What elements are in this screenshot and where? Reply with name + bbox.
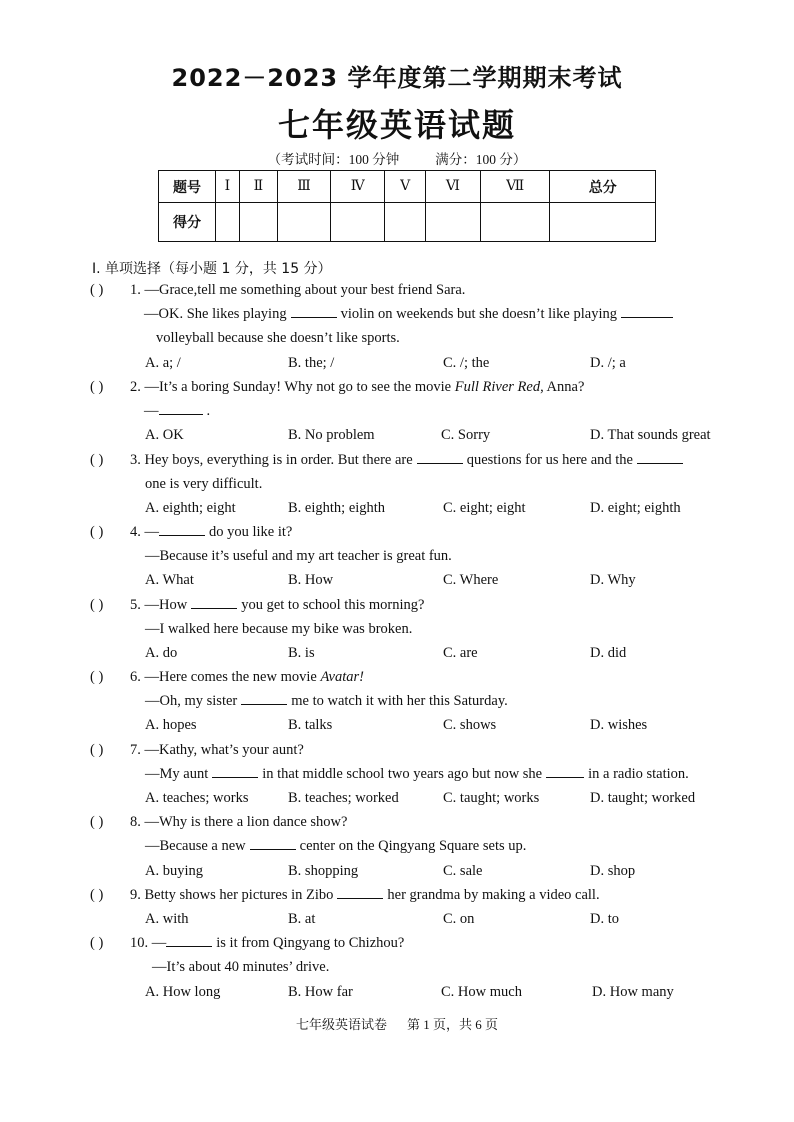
option-d[interactable]: D. Why (590, 572, 636, 588)
score-table-cell: 得分 (159, 203, 216, 242)
option-b[interactable]: B. How (288, 572, 334, 588)
question-text: 4. — (130, 524, 159, 540)
answer-bracket[interactable]: ( ) (90, 742, 104, 758)
question-text: 2. —It’s a boring Sunday! Why not go to see the movie (130, 379, 455, 395)
answer-bracket[interactable]: ( ) (90, 814, 104, 830)
question-line (130, 379, 584, 396)
option-d[interactable]: D. /; a (590, 355, 626, 371)
question-text: do you like it? (209, 524, 293, 540)
option-a[interactable]: A. a; / (145, 355, 181, 371)
answer-bracket[interactable]: ( ) (90, 597, 104, 613)
answer-blank (637, 462, 683, 464)
score-table-header-row (159, 171, 656, 203)
option-c[interactable]: C. shows (443, 717, 497, 733)
answer-bracket[interactable]: ( ) (90, 452, 104, 468)
option-d[interactable]: D. eight; eighth (590, 500, 681, 516)
option-d[interactable]: D. wishes (590, 717, 648, 733)
movie-title: Avatar! (320, 669, 364, 685)
option-c[interactable]: C. on (443, 911, 475, 927)
option-d[interactable]: D. How many (592, 984, 674, 1000)
option-a[interactable]: A. How long (145, 984, 221, 1000)
question-line: —I walked here because my bike was broken. (145, 621, 413, 637)
question-line (130, 935, 404, 952)
score-table (158, 170, 656, 242)
question-line (130, 597, 424, 614)
option-a[interactable]: A. do (145, 645, 178, 661)
option-b[interactable]: B. the; / (288, 355, 335, 371)
question-text: her grandma by making a video call. (387, 887, 600, 903)
option-d[interactable]: D. That sounds great (590, 427, 711, 443)
score-table-cell: Ⅳ (330, 171, 385, 203)
score-table-cell: Ⅰ (216, 171, 240, 203)
score-input-cell[interactable] (278, 203, 331, 242)
option-d[interactable]: D. shop (590, 863, 636, 879)
answer-blank (291, 316, 337, 318)
answer-blank (166, 945, 212, 947)
question-line (130, 452, 687, 469)
question-line: — . (144, 403, 211, 419)
option-a[interactable]: A. OK (145, 427, 184, 443)
question-text: me to watch it with her this Saturday. (291, 693, 508, 709)
question-line: —It’s about 40 minutes’ drive. (152, 959, 330, 975)
option-c[interactable]: C. eight; eight (443, 500, 526, 516)
answer-blank (337, 897, 383, 899)
score-input-cell[interactable] (385, 203, 426, 242)
question-line: 7. —Kathy, what’s your aunt? (130, 742, 304, 758)
option-a[interactable]: A. hopes (145, 717, 197, 733)
answer-bracket[interactable]: ( ) (90, 379, 104, 395)
question-text: 3. Hey boys, everything is in order. But there are (130, 452, 413, 468)
option-a[interactable]: A. buying (145, 863, 203, 879)
exam-full-score: 满分：100 分） (435, 152, 527, 167)
answer-bracket[interactable]: ( ) (90, 935, 104, 951)
question-line (145, 838, 526, 855)
option-a[interactable]: A. What (145, 572, 194, 588)
option-b[interactable]: B. at (288, 911, 316, 927)
question-text: is it from Qingyang to Chizhou? (216, 935, 405, 951)
question-text: questions for us here and the (466, 452, 633, 468)
answer-blank (250, 848, 296, 850)
question-text: violin on weekends but she doesn’t like playing (340, 306, 617, 322)
score-table-score-row (159, 203, 656, 242)
question-line (130, 669, 364, 686)
answer-blank (241, 703, 287, 705)
option-d[interactable]: D. taught; worked (590, 790, 696, 806)
answer-blank (212, 776, 258, 778)
option-c[interactable]: C. sale (443, 863, 483, 879)
question-text: 5. —How (130, 597, 188, 613)
question-line: —Because it’s useful and my art teacher is great fun. (145, 548, 452, 564)
option-b[interactable]: B. teaches; worked (288, 790, 399, 806)
option-b[interactable]: B. is (288, 645, 315, 661)
answer-blank (546, 776, 584, 778)
question-text: 6. —Here comes the new movie (130, 669, 321, 685)
question-line: volleyball because she doesn’t like sports. (156, 330, 400, 346)
question-line (144, 306, 677, 323)
score-table-cell: 题号 (159, 171, 216, 203)
question-text: — (144, 403, 159, 419)
option-b[interactable]: B. No problem (288, 427, 375, 443)
question-text: in a radio station. (588, 766, 689, 782)
option-c[interactable]: C. Where (443, 572, 499, 588)
answer-bracket[interactable]: ( ) (90, 669, 104, 685)
section-heading: Ⅰ. 单项选择（每小题 1 分，共 15 分） (92, 261, 332, 277)
option-c[interactable]: C. are (443, 645, 478, 661)
option-b[interactable]: B. eighth; eighth (288, 500, 386, 516)
footer-page-number: 第 1 页，共 6 页 (407, 1017, 499, 1032)
question-text: center on the Qingyang Square sets up. (299, 838, 527, 854)
question-line (145, 693, 508, 710)
score-table-cell: Ⅴ (385, 171, 426, 203)
score-input-cell[interactable] (480, 203, 549, 242)
answer-blank (159, 534, 205, 536)
option-d[interactable]: D. did (590, 645, 627, 661)
option-c[interactable]: C. /; the (443, 355, 490, 371)
option-a[interactable]: A. eighth; eight (145, 500, 236, 516)
score-input-cell[interactable] (425, 203, 480, 242)
question-text: you get to school this morning? (241, 597, 425, 613)
question-line: 1. —Grace,tell me something about your best friend Sara. (130, 282, 466, 298)
score-input-cell[interactable] (239, 203, 277, 242)
question-text: —Because a new (145, 838, 246, 854)
exam-title: 2022－2023 学年度第二学期期末考试 (171, 64, 623, 92)
question-text: 9. Betty shows her pictures in Zibo (130, 887, 334, 903)
option-c[interactable]: C. How much (441, 984, 522, 1000)
option-b[interactable]: B. shopping (288, 863, 359, 879)
exam-info (0, 148, 794, 168)
question-text: —Oh, my sister (145, 693, 238, 709)
answer-bracket[interactable]: ( ) (90, 887, 104, 903)
question-line (130, 887, 600, 904)
score-table-cell: Ⅵ (425, 171, 480, 203)
score-table-cell: 总分 (550, 171, 656, 203)
question-line (130, 524, 292, 541)
question-text: —OK. She likes playing (144, 306, 287, 322)
answer-bracket[interactable]: ( ) (90, 282, 104, 298)
option-b[interactable]: B. talks (288, 717, 333, 733)
question-line (145, 766, 689, 783)
movie-title: Full River Red (454, 379, 541, 395)
option-c[interactable]: C. Sorry (441, 427, 491, 443)
question-text: 10. — (130, 935, 167, 951)
answer-bracket[interactable]: ( ) (90, 524, 104, 540)
answer-blank (621, 316, 673, 318)
option-c[interactable]: C. taught; works (443, 790, 540, 806)
exam-time: （考试时间：100 分钟 (267, 152, 400, 167)
score-input-cell[interactable] (550, 203, 656, 242)
score-input-cell[interactable] (216, 203, 240, 242)
option-a[interactable]: A. teaches; works (145, 790, 249, 806)
option-a[interactable]: A. with (145, 911, 189, 927)
answer-blank (191, 607, 237, 609)
answer-blank (417, 462, 463, 464)
question-text: , Anna? (540, 379, 585, 395)
score-input-cell[interactable] (330, 203, 385, 242)
answer-blank (159, 413, 203, 415)
page-footer (0, 1014, 794, 1033)
paper-title: 七年级英语试题 (277, 106, 516, 144)
score-table-cell: Ⅱ (239, 171, 277, 203)
option-d[interactable]: D. to (590, 911, 619, 927)
score-table-cell: Ⅲ (278, 171, 331, 203)
question-text: in that middle school two years ago but now she (262, 766, 543, 782)
option-b[interactable]: B. How far (288, 984, 353, 1000)
footer-paper-name: 七年级英语试卷 (295, 1017, 387, 1032)
question-line: 8. —Why is there a lion dance show? (130, 814, 348, 830)
question-text: —My aunt (145, 766, 209, 782)
question-line: one is very difficult. (145, 476, 263, 492)
score-table-cell: Ⅶ (480, 171, 549, 203)
